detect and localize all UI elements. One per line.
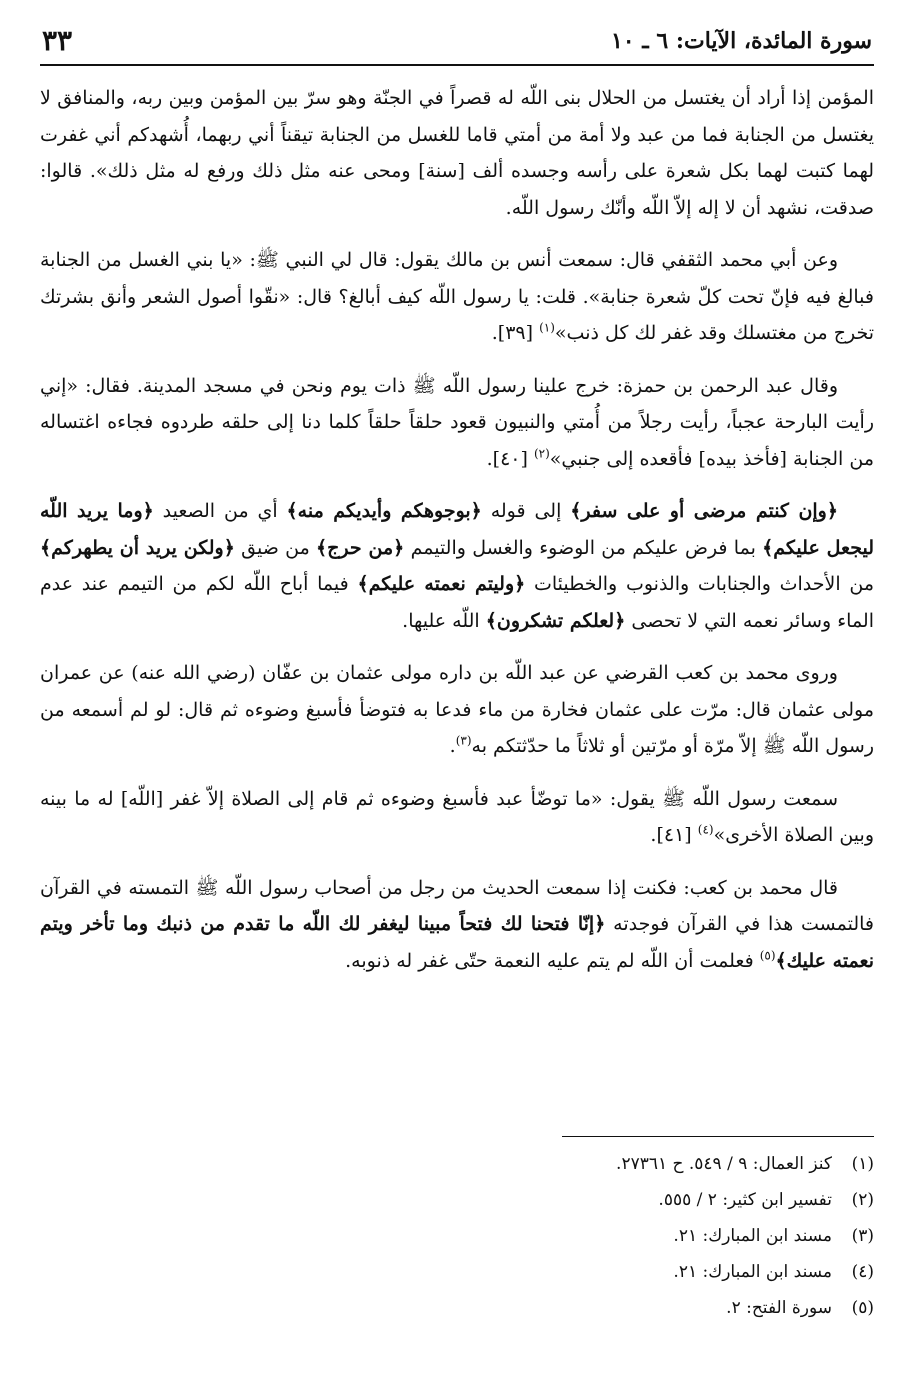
paragraph-tail: .: [449, 735, 456, 757]
footnote-text: تفسير ابن كثير: ٢ / ٥٥٥.: [658, 1190, 832, 1210]
footnote-number: (٣): [851, 1226, 874, 1246]
text-segment: إلى قوله: [481, 500, 571, 522]
header-title: سورة المائدة، الآيات: ٦ ـ ١٠: [610, 28, 872, 54]
footnote-marker: (٣): [455, 733, 472, 748]
quran-segment: ﴿لعلكم تشكرون﴾: [485, 609, 626, 632]
paragraph-tail: [٤١].: [650, 824, 698, 846]
quran-segment: ﴿من حرج﴾: [316, 536, 405, 559]
footnote-text: سورة الفتح: ٢.: [726, 1298, 832, 1318]
paragraph-text: سمعت رسول اللّه ﷺ يقول: «ما توضّأ عبد فأسبغ وضوءه ثم قام إلى الصلاة إلاّ غفر [اللّه] له ما بينه وبين الصلاة الأخرى»: [40, 787, 874, 846]
footnotes: [40, 1146, 874, 1326]
text-segment: اللّه عليها.: [402, 609, 486, 632]
text-segment: فيما أباح اللّه لكم من التيمم عند عدم الماء وسائر نعمه التي لا تحصى: [40, 573, 874, 632]
footnote-item: [40, 1182, 874, 1218]
text-segment: أي من الصعيد: [153, 500, 287, 522]
footnote-marker: (١): [539, 320, 555, 335]
footnote-text: مسند ابن المبارك: ٢١.: [673, 1262, 832, 1282]
paragraph-text: المؤمن إذا أراد أن يغتسل من الحلال بنى اللّه له قصراً في الجنّة وهو سرّ بين المؤمن وبين ربه، والمنافق لا يغتسل من الجنابة فما من عبد ولا أمة من أمتي قاما للغسل من الجنابة تيقناً أني ربهما، أُشهدكم أني غفرت لهما كتبت لهما بكل شعرة على رأسه وجسده ألف [سنة] ومحى عنه مثل ذلك ورفع له مثل ذلك». قالوا: صدقت، نشهد أن لا إله إلاّ اللّه وأنّك رسول اللّه.: [40, 87, 874, 219]
book-page: [40, 22, 874, 1352]
footnote-number: (١): [851, 1154, 874, 1174]
footnote-marker: (٥): [759, 948, 776, 963]
paragraph-7: [40, 870, 874, 980]
text-segment: بما فرض عليكم من الوضوء والغسل والتيمم: [404, 536, 763, 559]
footnote-number: (٢): [851, 1190, 874, 1210]
quran-segment: ﴿وليتم نعمته عليكم﴾: [357, 573, 526, 595]
text-segment: قال محمد بن كعب: فكنت إذا سمعت الحديث من رجل من أصحاب رسول اللّه ﷺ التمسته في القرآن فالتمست هذا في القرآن فوجدته: [40, 876, 875, 935]
paragraph-4: [40, 493, 874, 639]
paragraph-2: [40, 242, 874, 352]
paragraph-3: [40, 368, 874, 478]
footnote-divider: [562, 1136, 874, 1137]
footnote-number: (٥): [851, 1298, 874, 1318]
quran-segment: ﴿وإن كنتم مرضى أو على سفر﴾: [570, 500, 838, 522]
footnote-item: [40, 1146, 874, 1182]
paragraph-6: [40, 781, 874, 854]
quran-segment: ﴿إنّا فتحنا لك فتحاً مبينا ليغفر لك اللّه ما تقدم من ذنبك وما تأخر ويتم نعمته عليك﴾: [40, 913, 874, 972]
paragraph-text: وروى محمد بن كعب القرضي عن عبد اللّه بن داره مولى عثمان بن عفّان (رضي الله عنه) عن عمران مولى عثمان قال: مرّت على عثمان فخارة من ماء فدعا به فتوضأ فأسبغ وضوءه ثم قال: لو لم أسمعه من رسول اللّه ﷺ إلاّ مرّة أو مرّتين أو ثلاثاً ما حدّثتكم به: [40, 662, 874, 757]
footnote-text: مسند ابن المبارك: ٢١.: [673, 1226, 832, 1246]
body-text: [40, 80, 874, 979]
paragraph-text: وقال عبد الرحمن بن حمزة: خرج علينا رسول اللّه ﷺ ذات يوم ونحن في مسجد المدينة. فقال: «إني رأيت البارحة عجباً، رأيت رجلاً من أُمتي والنبيون قعود حلقاً حلقاً كلما دنا إلى حلقه طردوه فجاءه اغتساله من الجنابة [فأخذ بيده] فأقعده إلى جنبي»: [40, 374, 874, 470]
text-segment: من ضيق: [234, 536, 317, 559]
paragraph-tail: [٣٩].: [491, 322, 540, 344]
footnote-item: [40, 1290, 874, 1326]
page-number: ٣٣: [42, 24, 73, 57]
quran-segment: ﴿ولكن يريد أن يطهركم﴾: [40, 536, 235, 559]
quran-segment: ﴿بوجوهكم وأيديكم منه﴾: [286, 500, 482, 522]
footnote-item: [40, 1254, 874, 1290]
quran-segment: ﴿وما يريد اللّه ليجعل عليكم﴾: [40, 500, 874, 559]
paragraph-1: [40, 80, 874, 226]
text-segment: من الأحداث والجنابات والذنوب والخطيئات: [525, 573, 874, 595]
paragraph-tail: [٤٠].: [486, 447, 534, 470]
footnote-text: كنز العمال: ٩ / ٥٤٩. ح ٢٧٣٦١.: [616, 1154, 832, 1174]
paragraph-5: [40, 655, 874, 765]
footnote-item: [40, 1218, 874, 1254]
footnote-number: (٤): [851, 1262, 874, 1282]
footnote-marker: (٤): [697, 822, 714, 837]
text-segment: فعلمت أن اللّه لم يتم عليه النعمة حتّى غفر له ذنوبه.: [345, 949, 760, 972]
footnote-marker: (٢): [533, 446, 550, 461]
paragraph-text: وعن أبي محمد الثقفي قال: سمعت أنس بن مالك يقول: قال لي النبي ﷺ: «يا بني الغسل من الجنابة فبالغ فيه فإنّ تحت كلّ شعرة جنابة». قلت: يا رسول اللّه كيف أبالغ؟ قال: «نقّوا أصول الشعر وأنق بشرتك تخرج من مغتسلك وقد غفر لك كل ذنب»: [40, 249, 874, 344]
running-header: [40, 22, 874, 66]
